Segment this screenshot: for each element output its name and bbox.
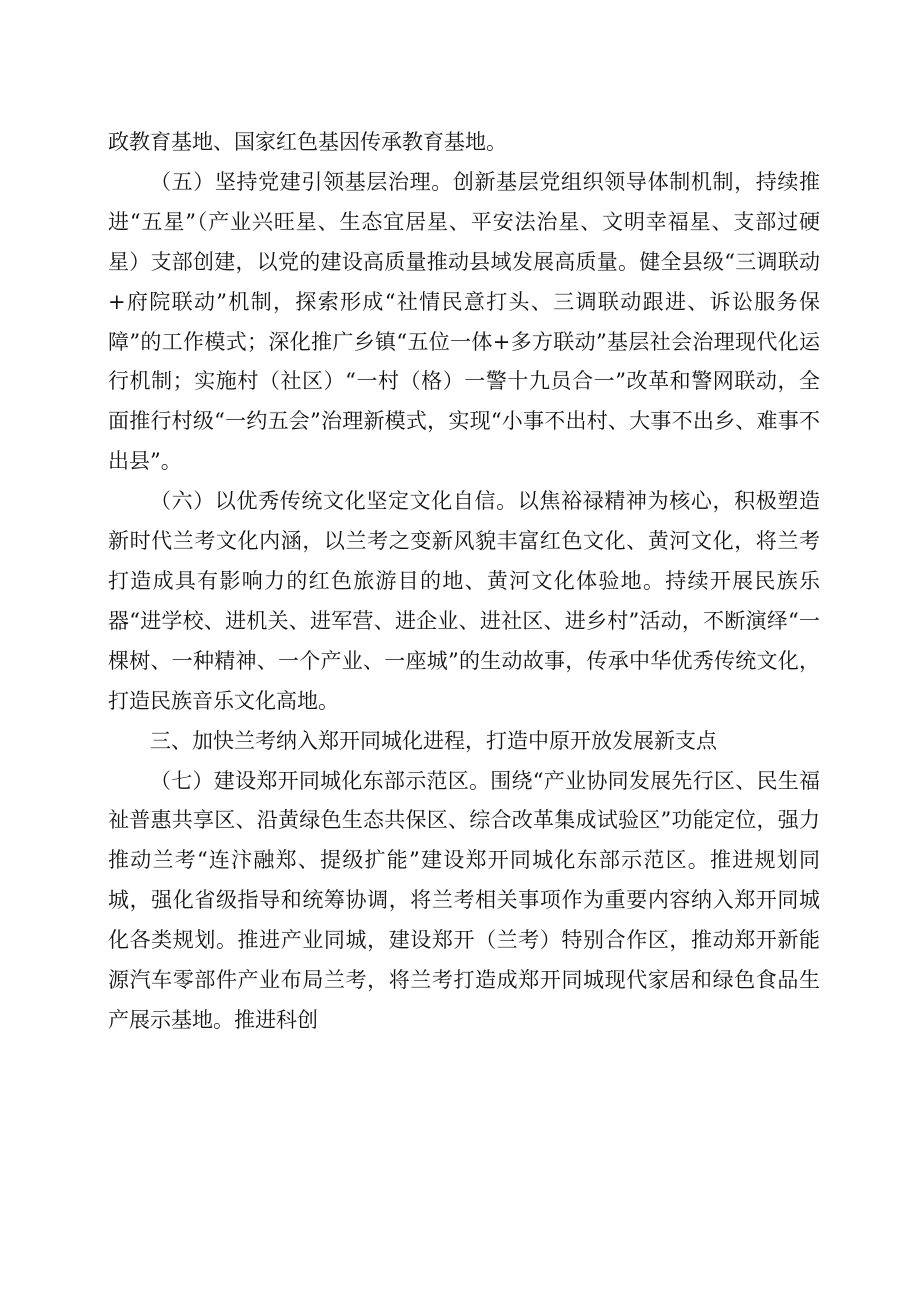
section-heading-three: 三、加快兰考纳入郑开同城化进程，打造中原开放发展新支点 [150,728,717,753]
paragraph-continuation: 政教育基地、国家红色基因传承教育基地。 [108,130,507,154]
document-body [108,123,820,1041]
paragraph-six-traditional-culture: （六）以优秀传统文化坚定文化自信。以焦裕禄精神为核心，积极塑造新时代兰考文化内涵，以兰考之变新风貌丰富红色文化、黄河文化，将兰考打造成具有影响力的红色旅游目的地、黄河文化体验地。持续开展民族乐器“进学校、进机关、进军营、进企业、进社区、进乡村”活动，不断演绎“一棵树、一种精神、一个产业、一座城”的生动故事，传承中华优秀传统文化，打造民族音乐文化高地。 [108,489,820,713]
paragraph-seven-zhengkai-integration: （七）建设郑开同城化东部示范区。围绕“产业协同发展先行区、民生福祉普惠共享区、沿黄绿色生态共保区、综合改革集成试验区”功能定位，强力推动兰考“连汴融郑、提级扩能”建设郑开同城化东部示范区。推进规划同城，强化省级指导和统筹协调，将兰考相关事项作为重要内容纳入郑开同城化各类规划。推进产业同城，建设郑开（兰考）特别合作区，推动郑开新能源汽车零部件产业布局兰考，将兰考打造成郑开同城现代家居和绿色食品生产展示基地。推进科创 [108,768,820,1032]
paragraph-five-party-building: （五）坚持党建引领基层治理。创新基层党组织领导体制机制，持续推进“五星”（产业兴旺星、生态宜居星、平安法治星、文明幸福星、支部过硬星）支部创建，以党的建设高质量推动县域发展高质量。健全县级“三调联动+府院联动”机制，探索形成“社情民意打头、三调联动跟进、诉讼服务保障”的工作模式；深化推广乡镇“五位一体+多方联动”基层社会治理现代化运行机制；实施村（社区）“一村（格）一警十九员合一”改革和警网联动，全面推行村级“一约五会”治理新模式，实现“小事不出村、大事不出乡、难事不出县”。 [108,169,820,474]
